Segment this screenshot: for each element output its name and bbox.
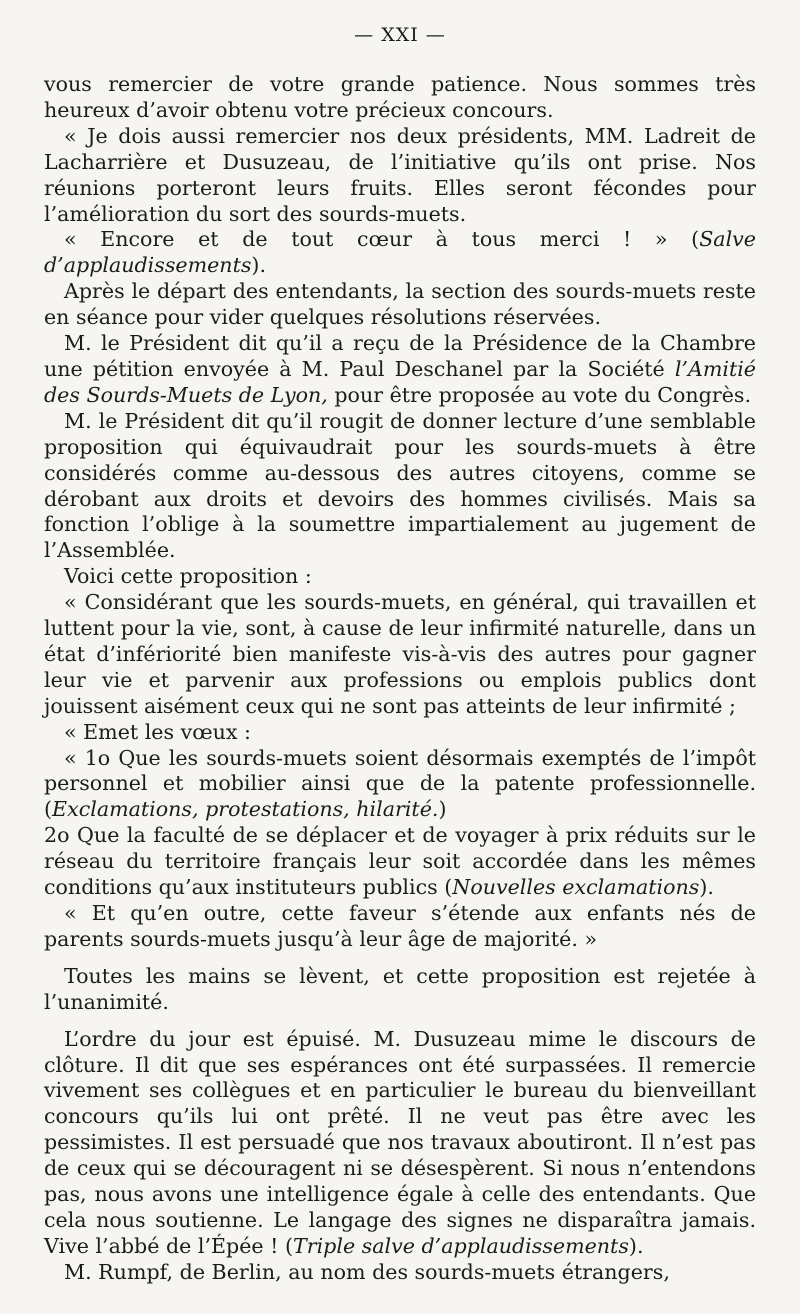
italic-text: Exclamations, protestations, hilarité.	[52, 797, 439, 822]
italic-text: l’Amitié des Sourds-Muets de Lyon,	[44, 356, 756, 407]
text-run: 2o Que la faculté de se déplacer et de voyager à prix réduits sur le réseau du territoire français leur soit accordée dans les mêmes conditions qu’aux instituteurs publics (	[44, 823, 756, 900]
paragraph	[44, 1027, 756, 1260]
paragraph	[44, 720, 756, 746]
text-run: )	[438, 797, 447, 822]
text-run: ).	[251, 253, 267, 278]
text-run: pour être proposée au vote du Congrès.	[327, 382, 751, 407]
text-run: M. le Président dit qu’il rougit de donner lecture d’une semblable proposition qui équivaudrait pour les sourds-muets à être considérés comme au-dessous des autres citoyens, comme se dérobant aux droits et devoirs des hommes civilisés. Mais sa fonction l’oblige à la soumettre impartialement au jugement de l’Assemblée.	[44, 408, 756, 563]
paragraph	[44, 590, 756, 720]
text-run: Voici cette proposition :	[64, 564, 312, 589]
paragraph	[44, 409, 756, 564]
text-run: M. le Président dit qu’il a reçu de la Présidence de la Chambre une pétition envoyée à M. Paul Deschanel par la Société	[44, 331, 756, 381]
paragraph	[44, 746, 756, 824]
paragraph	[44, 72, 756, 124]
paragraph	[44, 279, 756, 331]
text-run: « Considérant que les sourds-muets, en général, qui travaillen et luttent pour la vie, sont, à cause de leur infirmité naturelle, dans un état d’infériorité bien manifeste vis-à-vis des autres pour gagner leur vie et parvenir aux professions ou emplois publics dont jouissent aisément ceux qui ne sont pas atteints de leur infirmité ;	[44, 590, 756, 718]
text-run: vous remercier de votre grande patience. Nous sommes très heureux d’avoir obtenu votre précieux concours.	[44, 72, 756, 122]
text-run: « Emet les vœux :	[64, 719, 251, 744]
paragraph	[44, 823, 756, 901]
paragraph	[44, 564, 756, 590]
paragraph	[44, 124, 756, 228]
page-number: — XXI —	[354, 24, 446, 46]
body-text	[44, 72, 756, 1286]
text-run: « Et qu’en outre, cette faveur s’étende aux enfants nés de parents sourds-muets jusqu’à leur âge de majorité. »	[44, 901, 756, 951]
italic-text: Nouvelles exclamations	[452, 875, 700, 900]
text-run: M. Rumpf, de Berlin, au nom des sourds-muets étrangers,	[64, 1259, 670, 1284]
paragraph	[44, 1260, 756, 1286]
italic-text: Salve d’applaudissements	[44, 227, 756, 278]
paragraph	[44, 227, 756, 279]
text-run: L’ordre du jour est épuisé. M. Dusuzeau mime le discours de clôture. Il dit que ses espérances ont été surpassées. Il remercie vivement ses collègues et en particulier le bureau du bienveillant concours qu’ils lui ont prêté. Il ne veut pas être avec les pessimistes. Il est persuadé que nos travaux aboutiront. Il n’est pas de ceux qui se découragent ni se désespèrent. Si nous n’entendons pas, nous avons une intelligence égale à celle des entendants. Que cela nous soutienne. Le langage des signes ne disparaîtra jamais. Vive l’abbé de l’Épée ! (	[44, 1026, 756, 1258]
text-run: « Encore et de tout cœur à tous merci ! » (	[64, 227, 700, 252]
text-run: ).	[699, 875, 714, 900]
paragraph	[44, 331, 756, 409]
paragraph	[44, 901, 756, 953]
text-run: « Je dois aussi remercier nos deux présidents, MM. Ladreit de Lacharrière et Dusuzeau, de l’initiative qu’ils ont prise. Nos réunions porteront leurs fruits. Elles seront fécondes pour l’amélioration du sort des sourds-muets.	[44, 123, 756, 226]
text-run: Toutes les mains se lèvent, et cette proposition est rejetée à l’unanimité.	[44, 963, 756, 1014]
text-run: Après le départ des entendants, la section des sourds-muets reste en séance pour vider quelques résolutions réservées.	[44, 279, 756, 330]
paragraph	[44, 964, 756, 1016]
text-run: « 1o Que les sourds-muets soient désormais exemptés de l’impôt personnel et mobilier ainsi que de la patente professionnelle. (	[44, 745, 756, 822]
text-run: ).	[628, 1233, 644, 1258]
italic-text: Triple salve d’applaudissements	[293, 1233, 629, 1258]
